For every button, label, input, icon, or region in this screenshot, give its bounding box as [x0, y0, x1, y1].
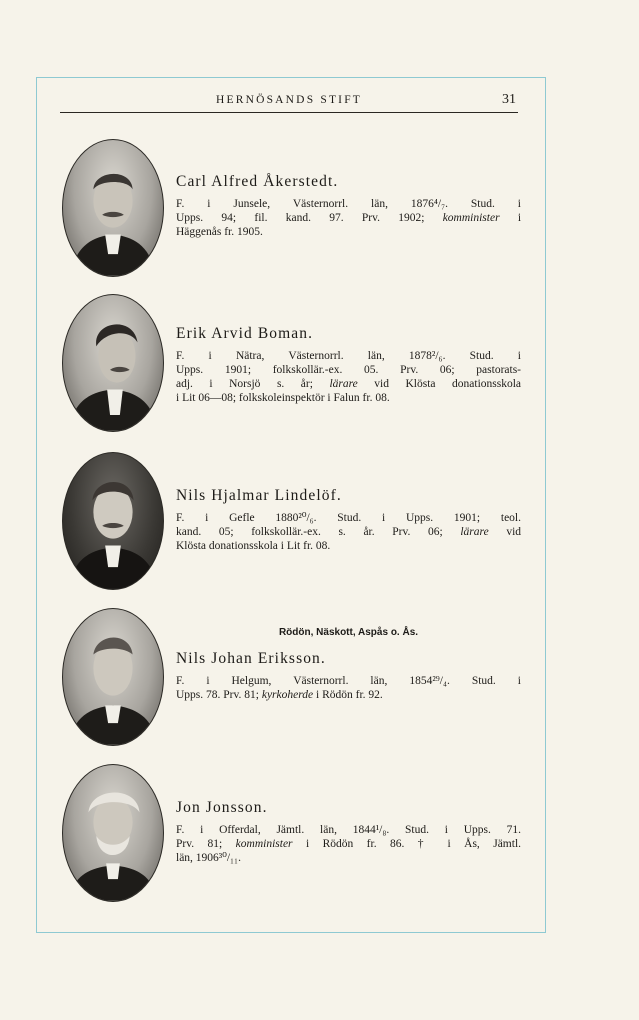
portrait-photo: [62, 452, 164, 590]
biography-text: [176, 823, 521, 865]
portrait-photo: [62, 294, 164, 432]
page-number: 31: [502, 92, 516, 107]
bio-line: F. i Helgum, Västernorrl. län, 1854²⁹/₄. Stud. i: [176, 675, 521, 687]
bio-line: Klösta donationsskola i Lit fr. 08.: [176, 540, 331, 552]
biography-text: [176, 511, 521, 553]
portrait-clergyman-icon: [63, 453, 163, 589]
bio-line: F. i Offerdal, Jämtl. län, 1844¹/₈. Stud. i Upps. 71.: [176, 824, 521, 836]
role-term: lärare: [329, 378, 358, 390]
role-term: komminister: [442, 212, 500, 224]
person-name: Nils Hjalmar Lindelöf.: [176, 487, 342, 504]
bio-line: F. i Nätra, Västernorrl. län, 1878²/₆. Stud. i: [176, 350, 521, 362]
bio-line: adj. i Norsjö s. år; lärare vid Klösta donationsskola: [176, 378, 522, 390]
page-header: [60, 92, 518, 113]
biography-entry: [176, 173, 521, 239]
portrait-photo: [62, 608, 164, 746]
biography-text: [176, 674, 521, 702]
portrait-clergyman-icon: [63, 140, 163, 276]
portrait-clergyman-icon: [63, 295, 163, 431]
role-term: komminister: [235, 838, 293, 850]
person-name: Erik Arvid Boman.: [176, 325, 314, 342]
bio-line: Upps. 94; fil. kand. 97. Prv. 1902; komminister i: [176, 212, 522, 224]
biography-text: [176, 197, 521, 239]
person-name: Carl Alfred Åkerstedt.: [176, 173, 339, 190]
section-heading: Rödön, Näskott, Aspås o. Ås.: [278, 627, 419, 638]
biography-entry: [176, 799, 521, 865]
portrait-clergyman-icon: [63, 609, 163, 745]
bio-line: Häggenås fr. 1905.: [176, 226, 263, 238]
portrait-photo: [62, 139, 164, 277]
bio-line: F. i Gefle 1880²⁰/₆. Stud. i Upps. 1901; teol.: [176, 512, 521, 524]
portrait-photo: [62, 764, 164, 902]
bio-line: kand. 05; folkskollär.-ex. s. år. Prv. 06; lärare vid: [176, 526, 522, 538]
person-name: Jon Jonsson.: [176, 799, 268, 816]
bio-line: F. i Junsele, Västernorrl. län, 1876⁴/₇. Stud. i: [176, 198, 521, 210]
bio-line: i Lit 06—08; folkskoleinspektör i Falun fr. 08.: [176, 392, 390, 404]
biography-entry: [176, 487, 521, 553]
biography-entry: [176, 650, 521, 702]
role-term: lärare: [460, 526, 489, 538]
person-name: Nils Johan Eriksson.: [176, 650, 326, 667]
bio-line: Upps. 78. Prv. 81; kyrkoherde i Rödön fr. 92.: [176, 689, 383, 701]
biography-text: [176, 349, 521, 405]
bio-line: Upps. 1901; folkskollär.-ex. 05. Prv. 06; pastorats-: [176, 364, 521, 376]
biography-entry: [176, 325, 521, 405]
role-term: kyrkoherde: [261, 689, 314, 701]
bio-line: län, 1906³⁰/₁₁.: [176, 852, 241, 864]
bio-line: Prv. 81; komminister i Rödön fr. 86. † i Ås, Jämtl.: [176, 838, 522, 850]
header-title: HERNÖSANDS STIFT: [215, 94, 363, 106]
portrait-clergyman-icon: [63, 765, 163, 901]
